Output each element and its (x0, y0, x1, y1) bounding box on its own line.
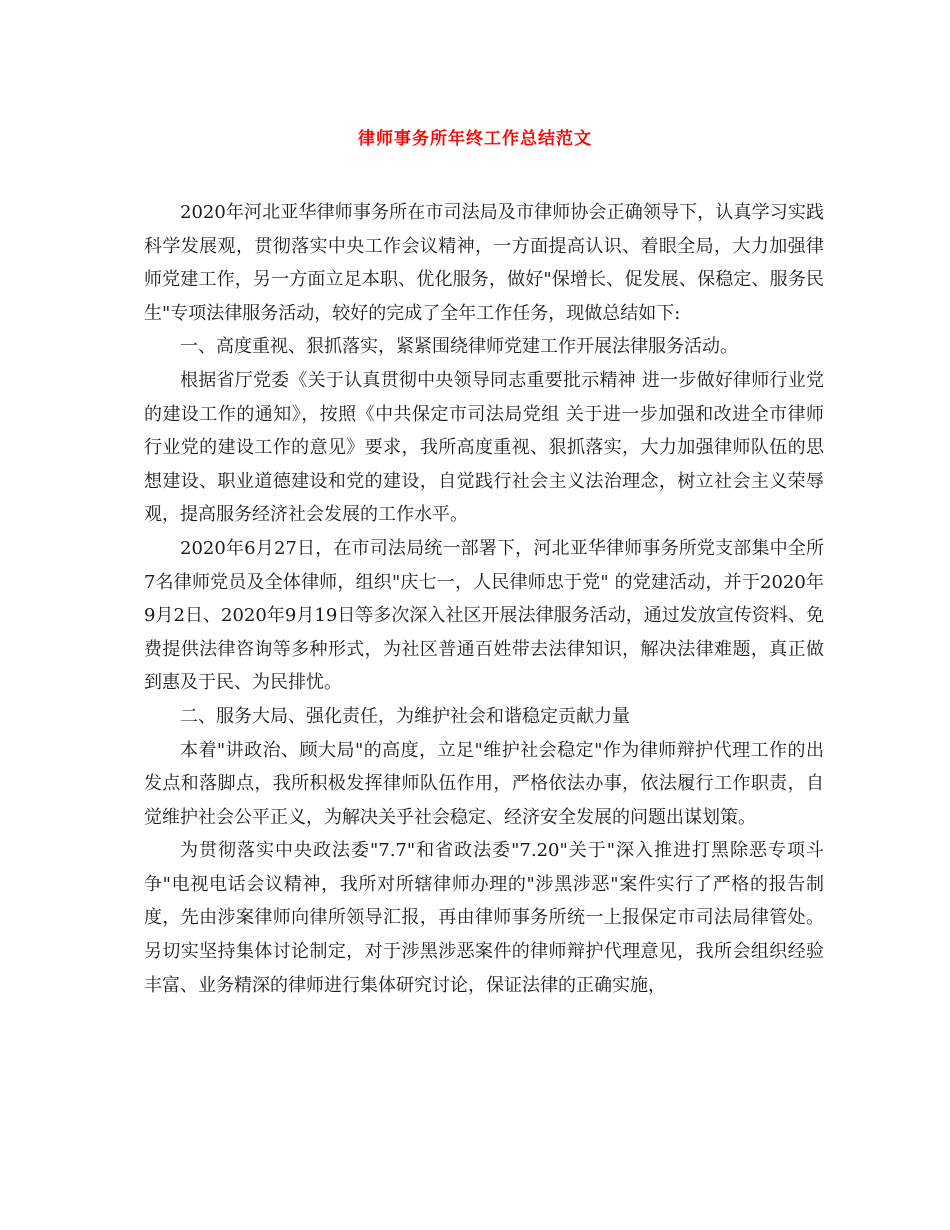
section-heading-2: 二、服务大局、强化责任，为维护社会和谐稳定贡献力量 (180, 705, 630, 727)
paragraph-stability: 本着"讲政治、顾大局"的高度，立足"维护社会稳定"作为律师辩护代理工作的出发点和落脚点，我所积极发挥律师队伍作用，严格依法办事，依法履行工作职责，自觉维护社会公平正义，为解决关乎社会稳定、经济安全发展的问题出谋划策。 (144, 739, 824, 828)
section-heading-1: 一、高度重视、狠抓落实，紧紧围绕律师党建工作开展法律服务活动。 (180, 336, 738, 358)
paragraph-party-building: 根据省厅党委《关于认真贯彻中央领导同志重要批示精神 进一步做好律师行业党的建设工作的通知》，按照《中共保定市司法局党组 关于进一步加强和改进全市律师行业党的建设工作的意见》要求，我所高度重视、狠抓落实，大力加强律师队伍的思想建设、职业道德建设和党的建设，自觉践行社会主义法治理念，树立社会主义荣辱观，提高服务经济社会发展的工作水平。 (144, 369, 824, 526)
document-body (144, 196, 824, 1002)
paragraph-intro: 2020年河北亚华律师事务所在市司法局及市律师协会正确领导下，认真学习实践科学发展观，贯彻落实中央工作会议精神，一方面提高认识、着眼全局，大力加强律师党建工作，另一方面立足本职、优化服务，做好"保增长、促发展、保稳定、服务民生"专项法律服务活动，较好的完成了全年工作任务，现做总结如下: (144, 202, 824, 324)
paragraph-activities: 2020年6月27日，在市司法局统一部署下，河北亚华律师事务所党支部集中全所7名律师党员及全体律师，组织"庆七一，人民律师忠于党" 的党建活动，并于2020年9月2日、2020年9月19日等多次深入社区开展法律服务活动，通过发放宣传资料、免费提供法律咨询等多种形式，为社区普通百姓带去法律知识，解决法律难题，真正做到惠及于民、为民排忧。 (144, 537, 824, 694)
document-title: 律师事务所年终工作总结范文 (358, 129, 592, 149)
paragraph-anti-crime: 为贯彻落实中央政法委"7.7"和省政法委"7.20"关于"深入推进打黑除恶专项斗争"电视电话会议精神，我所对所辖律师办理的"涉黑涉恶"案件实行了严格的报告制度，先由涉案律师向律所领导汇报，再由律师事务所统一上报保定市司法局律管处。另切实坚持集体讨论制定，对于涉黑涉恶案件的律师辩护代理意见，我所会组织经验丰富、业务精深的律师进行集体研究讨论，保证法律的正确实施， (144, 840, 824, 996)
